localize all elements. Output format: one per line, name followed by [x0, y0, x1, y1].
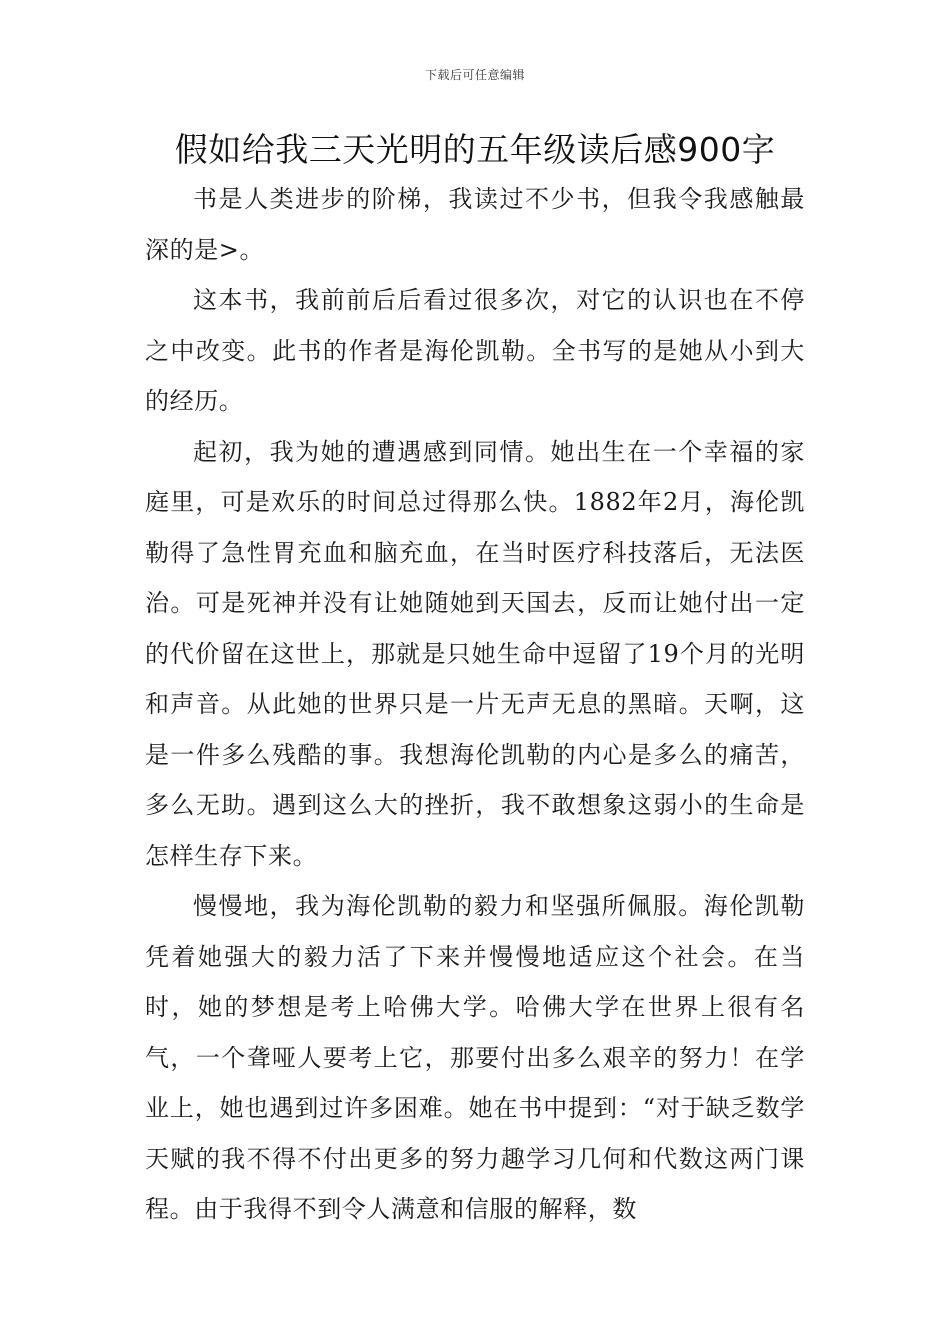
- paragraph-4: 慢慢地，我为海伦凯勒的毅力和坚强所佩服。海伦凯勒凭着她强大的毅力活了下来并慢慢地适应这个社会。在当时，她的梦想是考上哈佛大学。哈佛大学在世界上很有名气，一个聋哑人要考上它，那要付出多么艰辛的努力！在学业上，她也遇到过许多困难。她在书中提到：“对于缺乏数学天赋的我不得不付出更多的努力趣学习几何和代数这两门课程。由于我得不到令人满意和信服的解释，数: [145, 892, 805, 1223]
- paragraph-1: 书是人类进步的阶梯，我读过不少书，但我令我感触最深的是>。: [145, 185, 805, 264]
- document-body: [145, 174, 805, 1235]
- document-title: 假如给我三天光明的五年级读后感900字: [174, 130, 776, 169]
- paragraph-2: 这本书，我前前后后看过很多次，对它的认识也在不停之中改变。此书的作者是海伦凯勒。全书写的是她从小到大的经历。: [145, 286, 805, 415]
- header-note: 下载后可任意编辑: [424, 68, 525, 82]
- paragraph-3: 起初，我为她的遭遇感到同情。她出生在一个幸福的家庭里，可是欢乐的时间总过得那么快。1882年2月，海伦凯勒得了急性胃充血和脑充血，在当时医疗科技落后，无法医治。可是死神并没有让她随她到天国去，反而让她付出一定的代价留在这世上，那就是只她生命中逗留了19个月的光明和声音。从此她的世界只是一片无声无息的黑暗。天啊，这是一件多么残酷的事。我想海伦凯勒的内心是多么的痛苦，多么无助。遇到这么大的挫折，我不敢想象这弱小的生命是怎样生存下来。: [145, 437, 805, 870]
